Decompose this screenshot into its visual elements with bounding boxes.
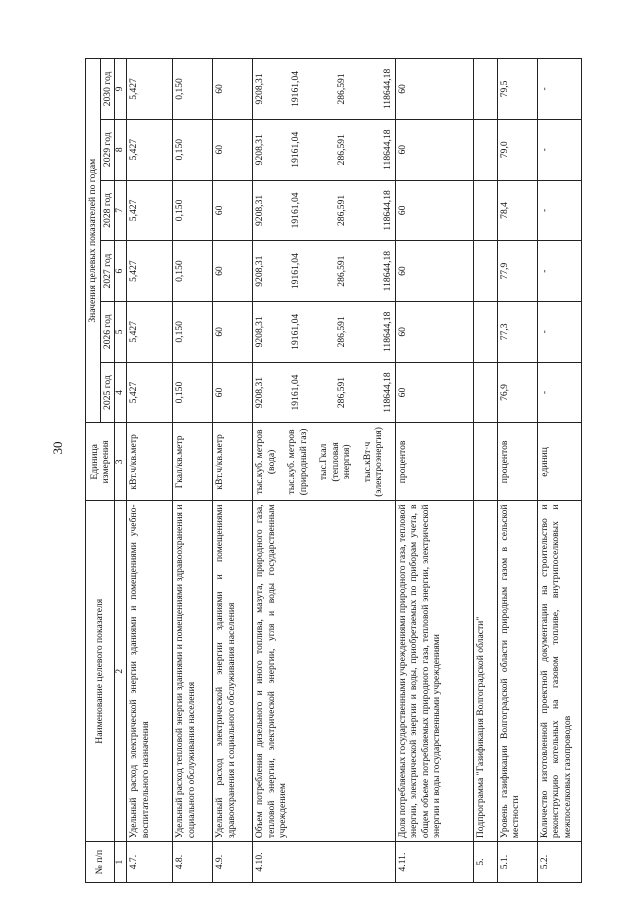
value-cell: 5,427 xyxy=(127,59,173,120)
column-number: 1 xyxy=(115,842,127,883)
value-electricity: 118644,18 xyxy=(382,250,394,292)
value-cell: 60 xyxy=(395,301,473,362)
header-num: № п/п xyxy=(86,842,115,883)
value-cell: 60 xyxy=(395,59,473,120)
row-number: 4.9. xyxy=(213,842,253,883)
value-heat: 286,591 xyxy=(336,255,348,287)
value-cell: 79,5 xyxy=(497,59,537,120)
unit-heat: тыс.Гкал (тепловая энергия) xyxy=(318,442,353,482)
indicator-name: Объем потребления дизельного и иного топлива, мазута, природного газа, тепловой энергии, электрической энергии, угля и воды государственным учреждением xyxy=(253,501,396,842)
header-values-group: Значения целевых показателей по годам xyxy=(86,59,101,423)
value-cell: 60 xyxy=(213,119,253,180)
value-water: 9208,31 xyxy=(254,194,266,227)
column-number: 4 xyxy=(115,362,127,423)
table-row xyxy=(173,59,213,883)
header-name: Наименование целевого показателя xyxy=(86,501,115,842)
value-cell: 0,150 xyxy=(173,241,213,302)
header-year: 2029 год xyxy=(100,119,115,180)
value-cell: - xyxy=(537,241,581,302)
value-cell: 0,150 xyxy=(173,362,213,423)
value-heat: 286,591 xyxy=(336,376,348,409)
value-cell xyxy=(253,119,396,180)
header-year: 2025 год xyxy=(100,362,115,423)
value-gas: 19161,04 xyxy=(290,313,302,350)
value-electricity: 118644,18 xyxy=(382,190,394,231)
row-number: 5.1. xyxy=(497,842,537,883)
row-number: 4.8. xyxy=(173,842,213,883)
empty-cell xyxy=(473,423,497,501)
value-cell: 0,150 xyxy=(173,301,213,362)
value-cell: 5,427 xyxy=(127,362,173,423)
value-water: 9208,31 xyxy=(254,376,266,409)
value-gas: 19161,04 xyxy=(290,374,302,411)
header-unit: Единица измерения xyxy=(86,423,115,501)
value-water: 9208,31 xyxy=(254,134,266,166)
value-cell: 60 xyxy=(213,241,253,302)
column-number: 8 xyxy=(115,119,127,180)
indicator-name: Удельный расход тепловой энергии зданиями и помещениями здравоохранения и социального обслуживания населения xyxy=(173,501,213,842)
value-cell: 60 xyxy=(395,180,473,241)
value-cell: 5,427 xyxy=(127,241,173,302)
indicator-name: Уровень газификации Волгоградской области природным газом в сельской местности xyxy=(497,501,537,842)
value-cell: 60 xyxy=(213,59,253,120)
value-cell: - xyxy=(537,301,581,362)
value-cell: 79,0 xyxy=(497,119,537,180)
row-number: 4.10. xyxy=(253,842,396,883)
value-cell xyxy=(253,180,396,241)
value-cell: 5,427 xyxy=(127,180,173,241)
table-row xyxy=(253,59,396,883)
indicator-name: Доля потребляемых государственными учреждениями природного газа, тепловой энергии, электрической энергии и воды, приобретаемых по приборам учета, в общем объеме потребляемых природного газа, тепловой энергии, электрической энергии и воды государственными учреждениями xyxy=(395,501,473,842)
value-water: 9208,31 xyxy=(254,316,266,348)
empty-cell xyxy=(473,241,497,302)
row-number: 5. xyxy=(473,842,497,883)
header-year: 2027 год xyxy=(100,241,115,302)
value-cell: 60 xyxy=(213,362,253,423)
column-number: 7 xyxy=(115,180,127,241)
unit-gas: тыс.куб. метров (природный газ) xyxy=(286,428,309,496)
value-cell: 60 xyxy=(395,362,473,423)
value-electricity: 118644,18 xyxy=(382,311,394,353)
value-cell: - xyxy=(537,119,581,180)
value-cell: - xyxy=(537,59,581,120)
indicator-name: Удельный расход электрической энергии зданиями и помещениями учебно-воспитательного назначения xyxy=(127,501,173,842)
value-cell: 0,150 xyxy=(173,59,213,120)
value-gas: 19161,04 xyxy=(290,70,302,107)
header-year: 2028 год xyxy=(100,180,115,241)
empty-cell xyxy=(473,362,497,423)
value-cell xyxy=(253,301,396,362)
value-cell: 5,427 xyxy=(127,119,173,180)
table-row xyxy=(213,59,253,883)
value-gas: 19161,04 xyxy=(290,131,302,168)
rotated-page xyxy=(85,58,620,883)
unit-cell: процентов xyxy=(497,423,537,501)
table-row xyxy=(537,59,581,883)
unit-cell: процентов xyxy=(395,423,473,501)
value-cell xyxy=(253,59,396,120)
indicator-name: Удельный расход электрической энергии зданиями и помещениями здравоохранения и социального обслуживания населения xyxy=(213,501,253,842)
value-water: 9208,31 xyxy=(254,73,266,105)
value-water: 9208,31 xyxy=(254,255,266,287)
empty-cell xyxy=(473,59,497,120)
empty-cell xyxy=(473,301,497,362)
value-cell: - xyxy=(537,362,581,423)
header-year: 2026 год xyxy=(100,301,115,362)
unit-water: тыс.куб. метров (вода) xyxy=(254,429,277,495)
value-cell: 5,427 xyxy=(127,301,173,362)
value-cell: 78,4 xyxy=(497,180,537,241)
unit-electricity: тыс.кВт·ч (электроэнергия) xyxy=(361,427,385,497)
value-cell: 76,9 xyxy=(497,362,537,423)
empty-cell xyxy=(473,119,497,180)
value-electricity: 118644,18 xyxy=(382,372,394,413)
table-row xyxy=(127,59,173,883)
table-row xyxy=(395,59,473,883)
row-number: 4.7. xyxy=(127,842,173,883)
unit-cell xyxy=(253,423,396,501)
value-cell: 60 xyxy=(395,119,473,180)
value-cell: 0,150 xyxy=(173,119,213,180)
value-heat: 286,591 xyxy=(336,194,348,227)
table-row xyxy=(497,59,537,883)
value-cell: 77,3 xyxy=(497,301,537,362)
unit-cell: единиц xyxy=(537,423,581,501)
unit-cell: Гкал/кв.метр xyxy=(173,423,213,501)
column-number: 5 xyxy=(115,301,127,362)
header-year: 2030 год xyxy=(100,59,115,120)
table-row xyxy=(473,59,497,883)
value-cell: 60 xyxy=(213,180,253,241)
value-cell: 0,150 xyxy=(173,180,213,241)
column-number: 6 xyxy=(115,241,127,302)
value-cell: 60 xyxy=(395,241,473,302)
column-number: 3 xyxy=(115,423,127,501)
unit-cell: кВт.ч/кв.метр xyxy=(213,423,253,501)
empty-cell xyxy=(473,180,497,241)
value-gas: 19161,04 xyxy=(290,192,302,229)
column-number: 9 xyxy=(115,59,127,120)
row-number: 5.2. xyxy=(537,842,581,883)
value-heat: 286,591 xyxy=(336,316,348,348)
value-cell xyxy=(253,241,396,302)
value-cell: 77,9 xyxy=(497,241,537,302)
indicators-table xyxy=(85,58,582,883)
column-number: 2 xyxy=(115,501,127,842)
value-electricity: 118644,18 xyxy=(382,129,394,170)
value-gas: 19161,04 xyxy=(290,253,302,290)
page-number: 30 xyxy=(50,441,65,455)
row-number: 4.11. xyxy=(395,842,473,883)
value-heat: 286,591 xyxy=(336,73,348,105)
value-electricity: 118644,18 xyxy=(382,68,394,110)
subprogram-title: Подпрограмма "Газификация Волгоградской области" xyxy=(473,501,497,842)
value-heat: 286,591 xyxy=(336,134,348,166)
indicator-name: Количество изготовленной проектной документации на строительство и реконструкцию котельных на газовом топливе, внутрипоселковых и межпоселковых газопроводов xyxy=(537,501,581,842)
value-cell xyxy=(253,362,396,423)
unit-cell: кВт.ч/кв.метр xyxy=(127,423,173,501)
value-cell: 60 xyxy=(213,301,253,362)
value-cell: - xyxy=(537,180,581,241)
